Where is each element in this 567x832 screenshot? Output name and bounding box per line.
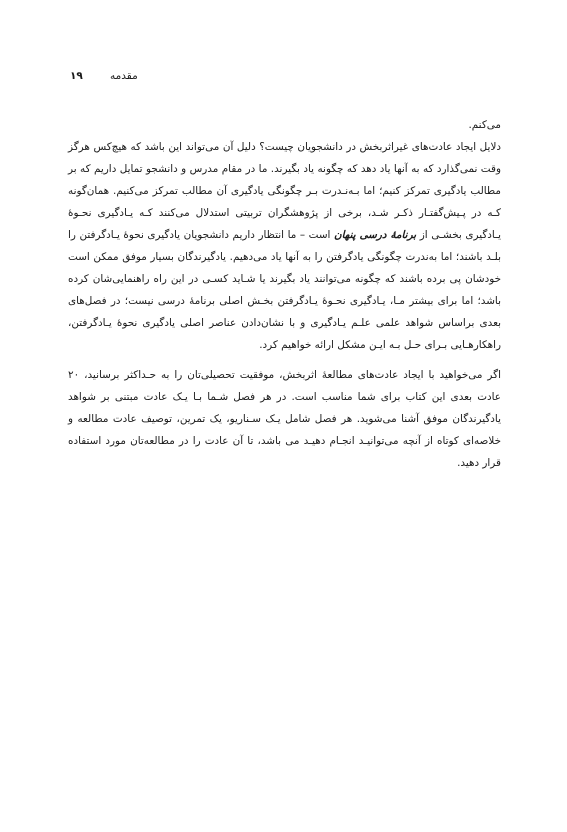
opening-line: می‌کنم. xyxy=(468,119,501,131)
body-text xyxy=(68,114,501,474)
paragraph-2: اگر می‌خواهید با ایجاد عادت‌های مطالعهٔ اثربخش، موفقیت تحصیلی‌تان را به حـداکثر برسانید، ۲۰ عادت بعدی این کتاب برای شما مناسب است. در هر فصل شـما بـا یـک عادت مبتنی بر شواهد یادگیرندگان موفق آشنا می‌شوید. هر فصل شامل یـک سـناریو، یک تمرین، توصیف عادت مطالعه و خلاصه‌ای کوتاه از آنچه می‌توانیـد انجـام دهیـد می باشد، تا آن عادت را در مطالعه‌تان مورد استفاده قرار دهید. xyxy=(68,369,501,469)
running-header xyxy=(70,70,160,90)
paragraph-1-part-2: است – ما انتظار داریم دانشجویان یادگیری نحوهٔ یـادگرفتن را بلـد باشند؛ اما به‌ندرت چگونگی یادگرفتن را به آنها یاد می‌دهیم. یادگیرندگان بسیار موفق ممکن است خودشان پی برده باشند که چگونه می‌توانند یاد بگیرند یا شـاید کسـی در این راه راهنمایی‌شان کرده باشد؛ اما برای بیشتر مـا، یـادگیری نحـوهٔ یـادگرفتن بخـش اصلی برنامهٔ درسی نیست؛ در فصل‌های بعدی براساس شواهد علمی علـم یـادگیری و با نشان‌دادن عناصر اصلی یادگیری نحوهٔ یـادگرفتن، راهکارهـایی بـرای حـل بـه ایـن مشکل ارائه خواهیم کرد. xyxy=(68,229,501,351)
paragraph-1 xyxy=(68,136,501,356)
paragraph-1-part-1: دلایل ایجاد عادت‌های غیراثربخش در دانشجویان چیست؟ دلیل آن می‌تواند این باشد که هیچ‌کس هرگز وقت نمی‌گذارد که به آنها یاد دهد که چگونه یاد بگیرند. ما در مقام مدرس و دانشجو تمایل داریم که بر مطالب یادگیری تمرکز کنیم؛ اما بـه‌نـدرت بـر چگونگی یادگیری آن مطالب تمرکز می‌کنیم. همان‌گونه کـه در پـیش‌گفتـار ذکـر شـد، برخی از پژوهشگران تربیتی استدلال می‌کنند کـه یـادگیری نحـوهٔ یـادگیری بخشـی از xyxy=(68,141,502,241)
chapter-title: مقدمه xyxy=(110,70,138,82)
page-number: ۱۹ xyxy=(70,70,83,82)
hidden-curriculum-term: برنامهٔ درسی پنهان xyxy=(334,229,417,241)
